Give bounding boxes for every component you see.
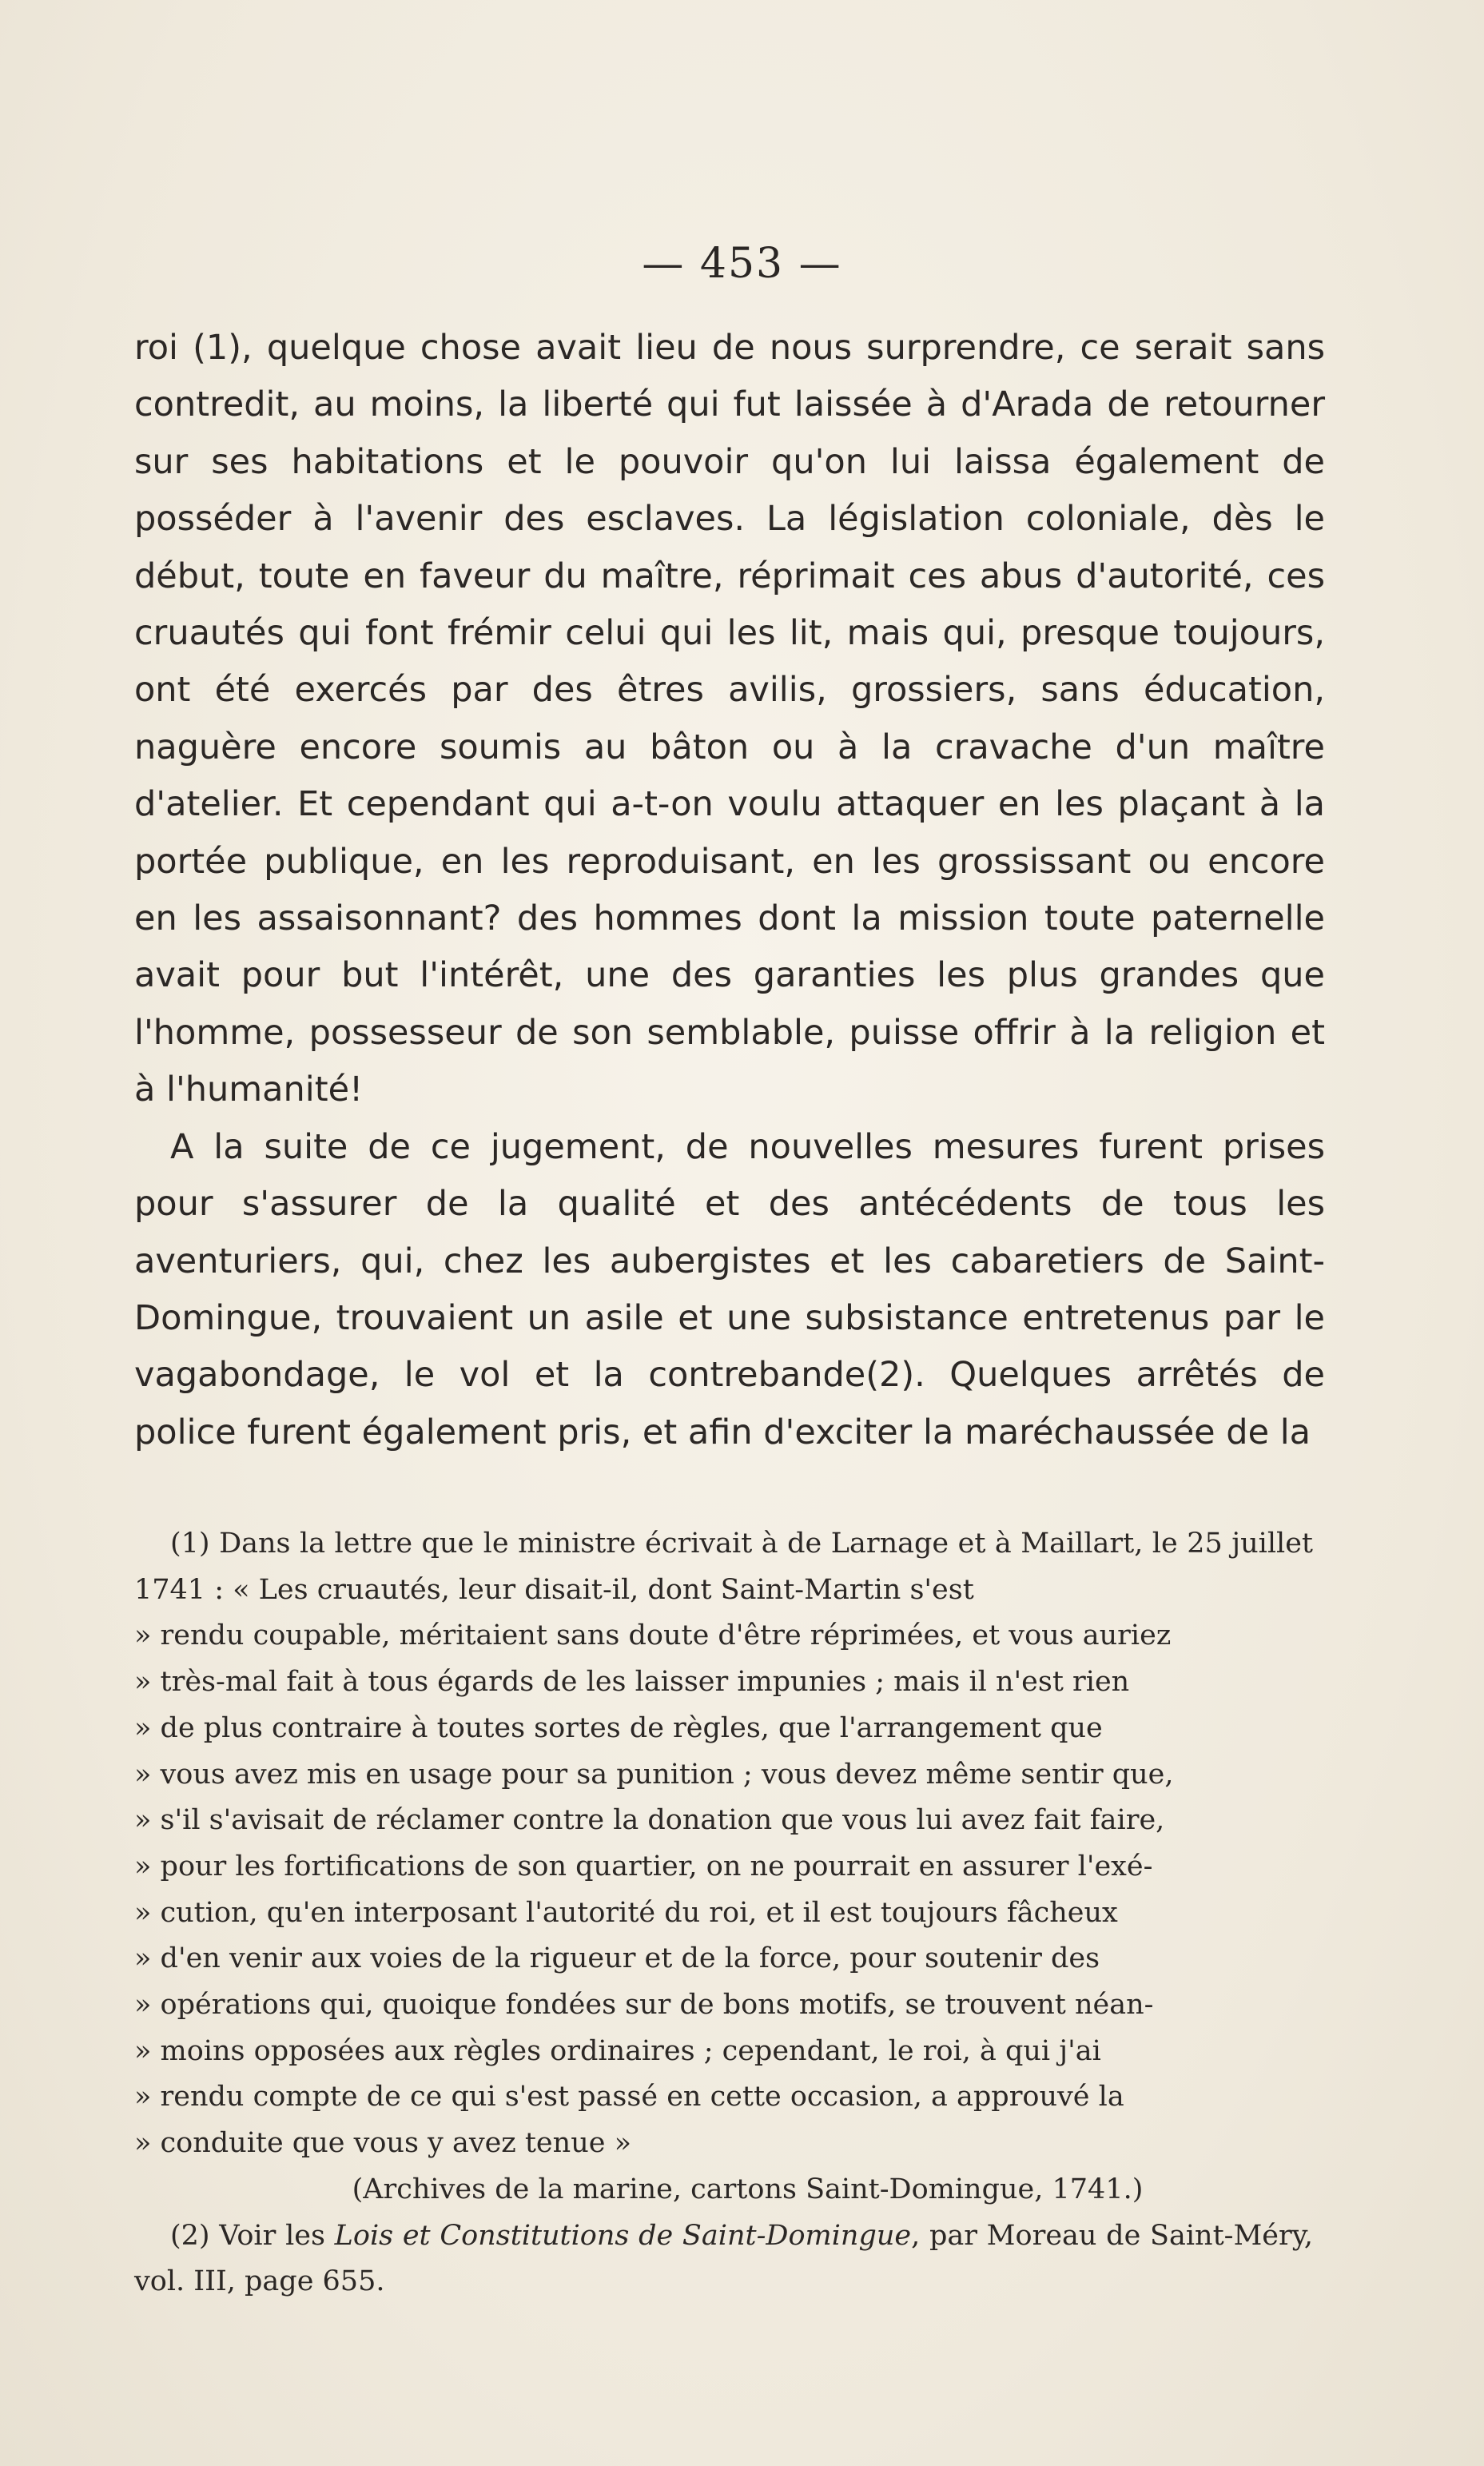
footnote-1-line: » rendu compte de ce qui s'est passé en cette occasion, a approuvé la: [134, 2081, 1124, 2113]
footnote-2: [134, 2213, 1313, 2305]
footnote-1-line: » s'il s'avisait de réclamer contre la donation que vous lui avez fait faire,: [134, 1804, 1165, 1837]
footnote-1-line: » d'en venir aux voies de la rigueur et de la force, pour soutenir des: [134, 1942, 1100, 1975]
footnote-1-line: » de plus contraire à toutes sortes de règles, que l'arrangement que: [134, 1711, 1103, 1744]
footnote-1-intro: (1) Dans la lettre que le ministre écrivait à de Larnage et à Maillart, le 25 juillet 1741 : « Les cruautés, leur disait-il, dont Saint-Martin s'est: [134, 1528, 1313, 1606]
footnote-1-line: » opérations qui, quoique fondées sur de bons motifs, se trouvent néan-: [134, 1989, 1154, 2022]
footnote-2-suffix: , par Moreau de Saint-Méry, vol. III, page 655.: [134, 2219, 1313, 2298]
footnote-1-line: » cution, qu'en interposant l'autorité du roi, et il est toujours fâcheux: [134, 1896, 1118, 1929]
page-number: — 453 —: [642, 240, 842, 288]
footnote-1-line: » très-mal fait à tous égards de les laisser impunies ; mais il n'est rien: [134, 1666, 1130, 1699]
footnote-1-source: (Archives de la marine, cartons Saint-Domingue, 1741.): [352, 2173, 1144, 2205]
footnote-2-prefix: (2) Voir les: [170, 2219, 335, 2252]
footnote-1-line: » conduite que vous y avez tenue »: [134, 2127, 631, 2160]
paragraph-2: A la suite de ce jugement, de nouvelles mesures furent prises pour s'assurer de la qualité et des antécédents de tous les aventuriers, qui, chez les aubergistes et les cabaretiers de Saint-Domingue, trouvaient un asile et une subsistance entretenus par le vagabondage, le vol et la contrebande(2). Quelques arrêtés de police furent également pris, et afin d'exciter la maréchaussée de la: [134, 1126, 1325, 1452]
footnote-1-line: » pour les fortifications de son quartier, on ne pourrait en assurer l'exé-: [134, 1850, 1153, 1882]
footnote-2-title: Lois et Constitutions de Saint-Domingue: [334, 2219, 912, 2252]
paragraph-1: roi (1), quelque chose avait lieu de nous surprendre, ce serait sans contredit, au moins, la liberté qui fut laissée à d'Arada de retourner sur ses habitations et le pouvoir qu'on lui laissa également de posséder à l'avenir des esclaves. La législation coloniale, dès le début, toute en faveur du maître, réprimait ces abus d'autorité, ces cruautés qui font frémir celui qui les lit, mais qui, presque toujours, ont été exercés par des êtres avilis, grossiers, sans éducation, naguère encore soumis au bâton ou à la cravache d'un maître d'atelier. Et cependant qui a-t-on voulu attaquer en les plaçant à la portée publique, en les reproduisant, en les grossissant ou encore en les assaisonnant? des hommes dont la mission toute paternelle avait pour but l'intérêt, une des garanties les plus grandes que l'homme, possesseur de son semblable, puisse offrir à la religion et à l'humanité!: [134, 328, 1325, 1110]
main-text: [134, 320, 1325, 1461]
footnotes: [134, 1521, 1313, 2305]
footnote-1-line: » moins opposées aux règles ordinaires ; cependant, le roi, à qui j'ai: [134, 2034, 1101, 2067]
footnote-1-line: » rendu coupable, méritaient sans doute d'être réprimées, et vous auriez: [134, 1619, 1172, 1652]
footnote-1-quote: [134, 1613, 1313, 2166]
footnote-1-line: » vous avez mis en usage pour sa punition ; vous devez même sentir que,: [134, 1758, 1174, 1791]
